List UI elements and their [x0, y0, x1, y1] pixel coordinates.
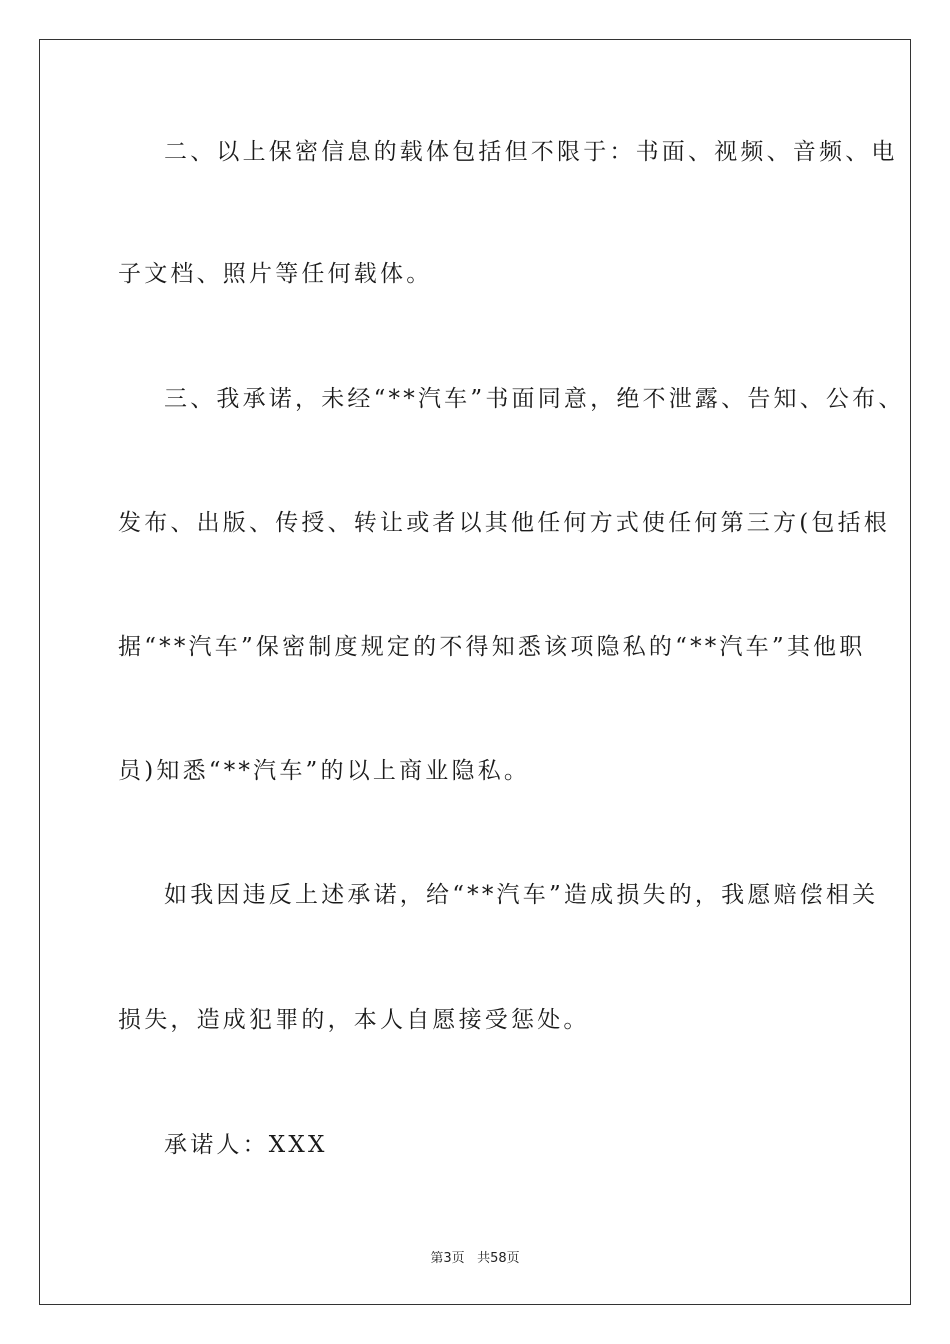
paragraph-line: 三、我承诺，未经“**汽车”书面同意，绝不泄露、告知、公布、 — [164, 386, 905, 412]
signature-line: 承诺人：XXX — [164, 1132, 328, 1158]
page-total: 共58页 — [477, 1251, 520, 1266]
page-footer — [0, 1247, 950, 1266]
paragraph-line: 据“**汽车”保密制度规定的不得知悉该项隐私的“**汽车”其他职 — [118, 634, 866, 660]
paragraph-line: 员)知悉“**汽车”的以上商业隐私。 — [118, 758, 531, 784]
page-border — [39, 39, 911, 1305]
paragraph-line: 二、以上保密信息的载体包括但不限于：书面、视频、音频、电 — [164, 139, 898, 165]
paragraph-line: 发布、出版、传授、转让或者以其他任何方式使任何第三方(包括根 — [118, 510, 890, 536]
page-number: 第3页 — [430, 1251, 465, 1266]
paragraph-line: 子文档、照片等任何载体。 — [118, 261, 433, 287]
paragraph-line: 损失，造成犯罪的，本人自愿接受惩处。 — [118, 1007, 590, 1033]
paragraph-line: 如我因违反上述承诺，给“**汽车”造成损失的，我愿赔偿相关 — [164, 882, 879, 908]
